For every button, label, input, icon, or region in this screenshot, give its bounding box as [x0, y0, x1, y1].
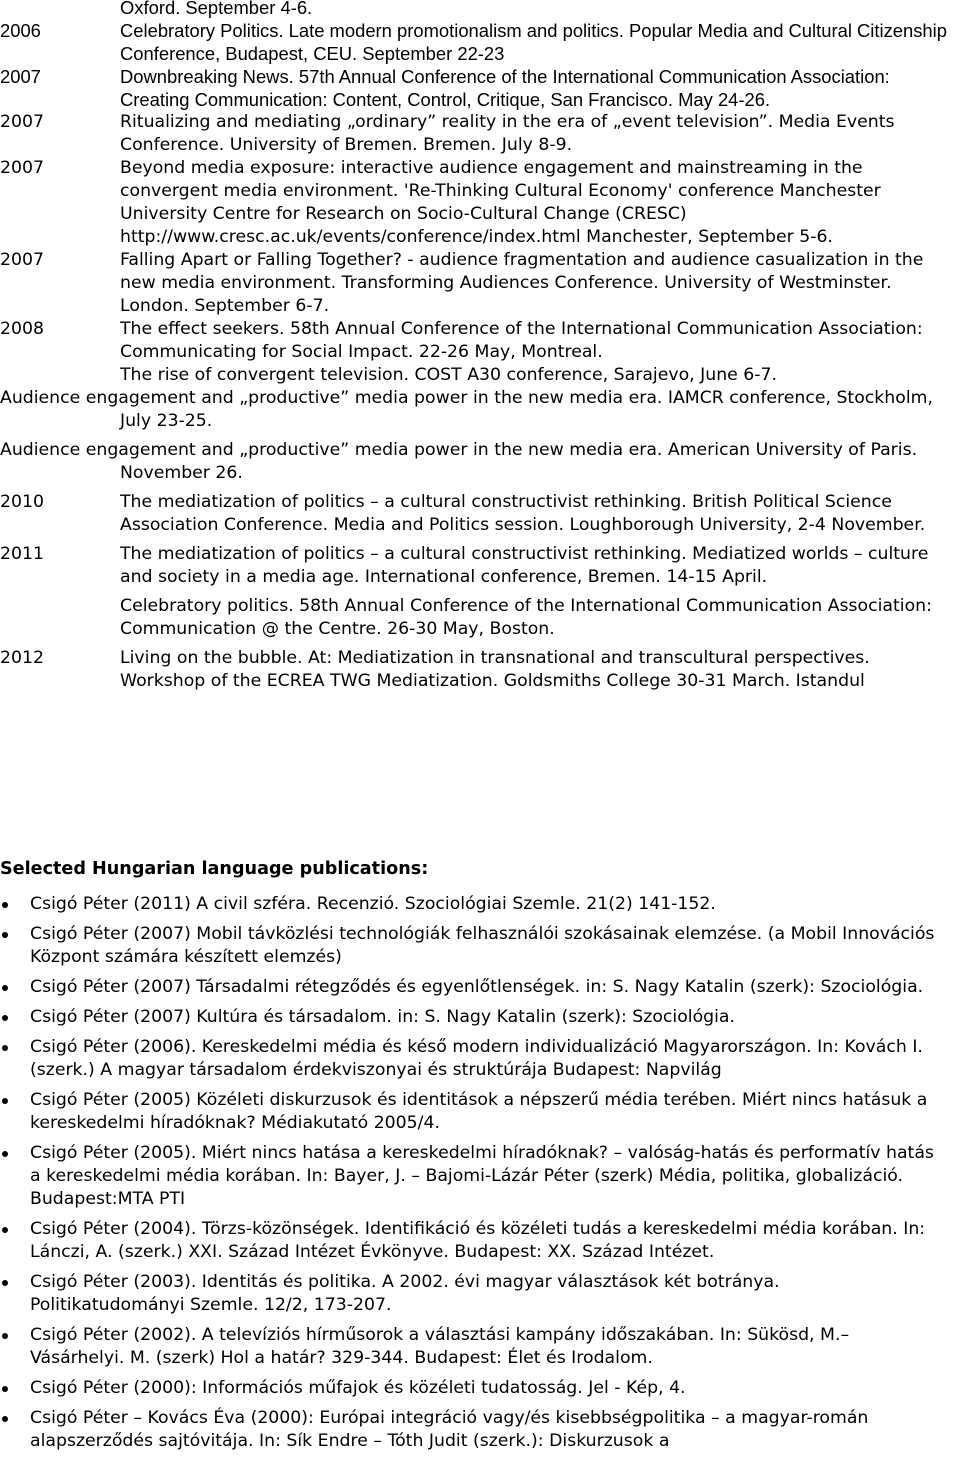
conference-entry	[0, 249, 960, 318]
conference-entry	[0, 0, 960, 19]
publication-text: Csigó Péter (2000): Információs műfajok és közéleti tudatosság. Jel - Kép, 4.	[30, 1378, 686, 1398]
entry-year: 2006	[0, 20, 41, 41]
publication-item	[0, 1089, 960, 1135]
bullet-icon	[2, 1386, 8, 1392]
entry-year	[0, 0, 120, 19]
entry-year	[0, 364, 120, 387]
entry-text: Living on the bubble. At: Mediatization in transnational and transcultural perspectives. Workshop of the ECREA TWG Mediatization. Goldsmiths College 30-31 March. Istandul	[120, 648, 870, 691]
entry-text: The mediatization of politics – a cultural constructivist rethinking. Mediatized worlds – culture and society in a media age. International conference, Bremen. 14-15 April.	[120, 544, 929, 587]
bullet-icon	[2, 1280, 8, 1286]
conference-entry	[0, 543, 960, 589]
entry-text: The mediatization of politics – a cultural constructivist rethinking. British Political Science Association Conference. Media and Politics session. Loughborough University, 2-4 November.	[120, 492, 926, 535]
publication-text: Csigó Péter (2006). Kereskedelmi média és késő modern individualizáció Magyarországon. In: Kovách I. (szerk.) A magyar társadalom érdekviszonyai és struktúrája Budapest: Napvilág	[30, 1037, 923, 1080]
conference-entry	[0, 19, 960, 65]
publication-text: Csigó Péter (2007) Mobil távközlési technológiák felhasználói szokásainak elemzése. (a Mobil Innovációs Központ számára készített elemzés)	[30, 924, 935, 967]
entry-year: 2010	[0, 492, 44, 512]
conference-list	[0, 0, 960, 693]
entry-text: Celebratory politics. 58th Annual Conference of the International Communication Association: Communication @ the Centre. 26-30 May, Boston.	[120, 596, 932, 639]
bullet-icon	[2, 1015, 8, 1021]
entry-year: 2011	[0, 544, 44, 564]
bullet-icon	[2, 1227, 8, 1233]
publication-item	[0, 1407, 960, 1453]
publication-text: Csigó Péter (2011) A civil szféra. Recenzió. Szociológiai Szemle. 21(2) 141-152.	[30, 894, 716, 914]
conference-entry	[0, 157, 960, 249]
conference-entry	[0, 65, 960, 111]
entry-year: 2007	[0, 112, 44, 132]
entry-text: Celebratory Politics. Late modern promotionalism and politics. Popular Media and Cultural Citizenship Conference, Budapest, CEU. September 22-23	[120, 20, 947, 64]
publication-item	[0, 1036, 960, 1082]
entry-text: Ritualizing and mediating „ordinary” reality in the era of „event television”. Media Events Conference. University of Bremen. Bremen. July 8-9.	[120, 112, 895, 155]
entry-year: 2007	[0, 158, 44, 178]
entry-text: Downbreaking News. 57th Annual Conference of the International Communication Association: Creating Communication: Content, Control, Critique, San Francisco. May 24-26.	[120, 66, 890, 110]
publication-list	[0, 893, 960, 1460]
conference-entry	[0, 647, 960, 693]
document-page	[0, 0, 960, 693]
entry-year: 2012	[0, 648, 44, 668]
bullet-icon	[2, 1098, 8, 1104]
publication-item	[0, 976, 960, 999]
publication-item	[0, 1271, 960, 1317]
bullet-icon	[2, 1045, 8, 1051]
entry-text: The effect seekers. 58th Annual Conference of the International Communication Association: Communicating for Social Impact. 22-26 May, Montreal.	[120, 319, 923, 362]
bullet-icon	[2, 1416, 8, 1422]
bullet-icon	[2, 932, 8, 938]
entry-year: 2007	[0, 250, 44, 270]
entry-text: The rise of convergent television. COST A30 conference, Sarajevo, June 6-7.	[120, 365, 777, 385]
publication-text: Csigó Péter (2002). A televíziós hírműsorok a választási kampány időszakában. In: Sükösd, M.– Vásárhelyi. M. (szerk) Hol a határ? 329-344. Budapest: Élet és Irodalom.	[30, 1325, 850, 1368]
conference-entry	[0, 491, 960, 537]
conference-entry	[0, 111, 960, 157]
publication-text: Csigó Péter (2004). Törzs-közönségek. Identifikáció és közéleti tudás a kereskedelmi média korában. In: Lánczi, A. (szerk.) XXI. Század Intézet Évkönyve. Budapest: XX. Század Intézet.	[30, 1219, 926, 1262]
publication-item	[0, 1142, 960, 1211]
conference-entry	[0, 364, 960, 387]
publication-item	[0, 1324, 960, 1370]
conference-entry-text: Audience engagement and „productive” media power in the new media era. American University of Paris. November 26.	[0, 440, 918, 483]
conference-entry-text: Audience engagement and „productive” media power in the new media era. IAMCR conference, Stockholm, July 23-25.	[0, 388, 933, 431]
publication-text: Csigó Péter (2005). Miért nincs hatása a kereskedelmi híradóknak? – valóság-hatás és performatív hatás a kereskedelmi média korában. In: Bayer, J. – Bajomi-Lázár Péter (szerk) Média, politika, globalizáció. Budapest:MTA PTI	[30, 1143, 934, 1209]
entry-year: 2007	[0, 66, 41, 87]
publication-text: Csigó Péter (2007) Kultúra és társadalom. in: S. Nagy Katalin (szerk): Szociológia.	[30, 1007, 735, 1027]
publication-item	[0, 1006, 960, 1029]
publication-item	[0, 1377, 960, 1400]
bullet-icon	[2, 902, 8, 908]
conference-entry	[0, 595, 960, 641]
publication-item	[0, 923, 960, 969]
publication-text: Csigó Péter – Kovács Éva (2000): Európai integráció vagy/és kisebbségpolitika – a magyar-román alapszerződés sajtóvitája. In: Sík Endre – Tóth Judit (szerk.): Diskurzusok a	[30, 1408, 869, 1451]
publication-item	[0, 893, 960, 916]
entry-text: Falling Apart or Falling Together? - audience fragmentation and audience casualization in the new media environment. Transforming Audiences Conference. University of Westminster. London. September 6-7.	[120, 250, 924, 316]
section-heading: Selected Hungarian language publications:	[0, 859, 429, 879]
conference-entry	[0, 318, 960, 364]
publication-item	[0, 1218, 960, 1264]
publication-text: Csigó Péter (2005) Közéleti diskurzusok és identitások a népszerű média terében. Miért nincs hatásuk a kereskedelmi híradóknak? Médiakutató 2005/4.	[30, 1090, 928, 1133]
bullet-icon	[2, 1333, 8, 1339]
entry-text: Beyond media exposure: interactive audience engagement and mainstreaming in the convergent media environment. 'Re-Thinking Cultural Economy' conference Manchester University Centre for Research on Socio-Cultural Change (CRESC) http://www.cresc.ac.uk/events/conference/index.html Manchester, September 5-6.	[120, 158, 881, 247]
entry-text: Oxford. September 4-6.	[120, 0, 313, 18]
publication-text: Csigó Péter (2007) Társadalmi rétegződés és egyenlőtlenségek. in: S. Nagy Katalin (szerk): Szociológia.	[30, 977, 924, 997]
entry-year: 2008	[0, 319, 44, 339]
entry-year	[0, 595, 120, 641]
bullet-icon	[2, 1151, 8, 1157]
publication-text: Csigó Péter (2003). Identitás és politika. A 2002. évi magyar választások két botránya. Politikatudományi Szemle. 12/2, 173-207.	[30, 1272, 780, 1315]
bullet-icon	[2, 985, 8, 991]
